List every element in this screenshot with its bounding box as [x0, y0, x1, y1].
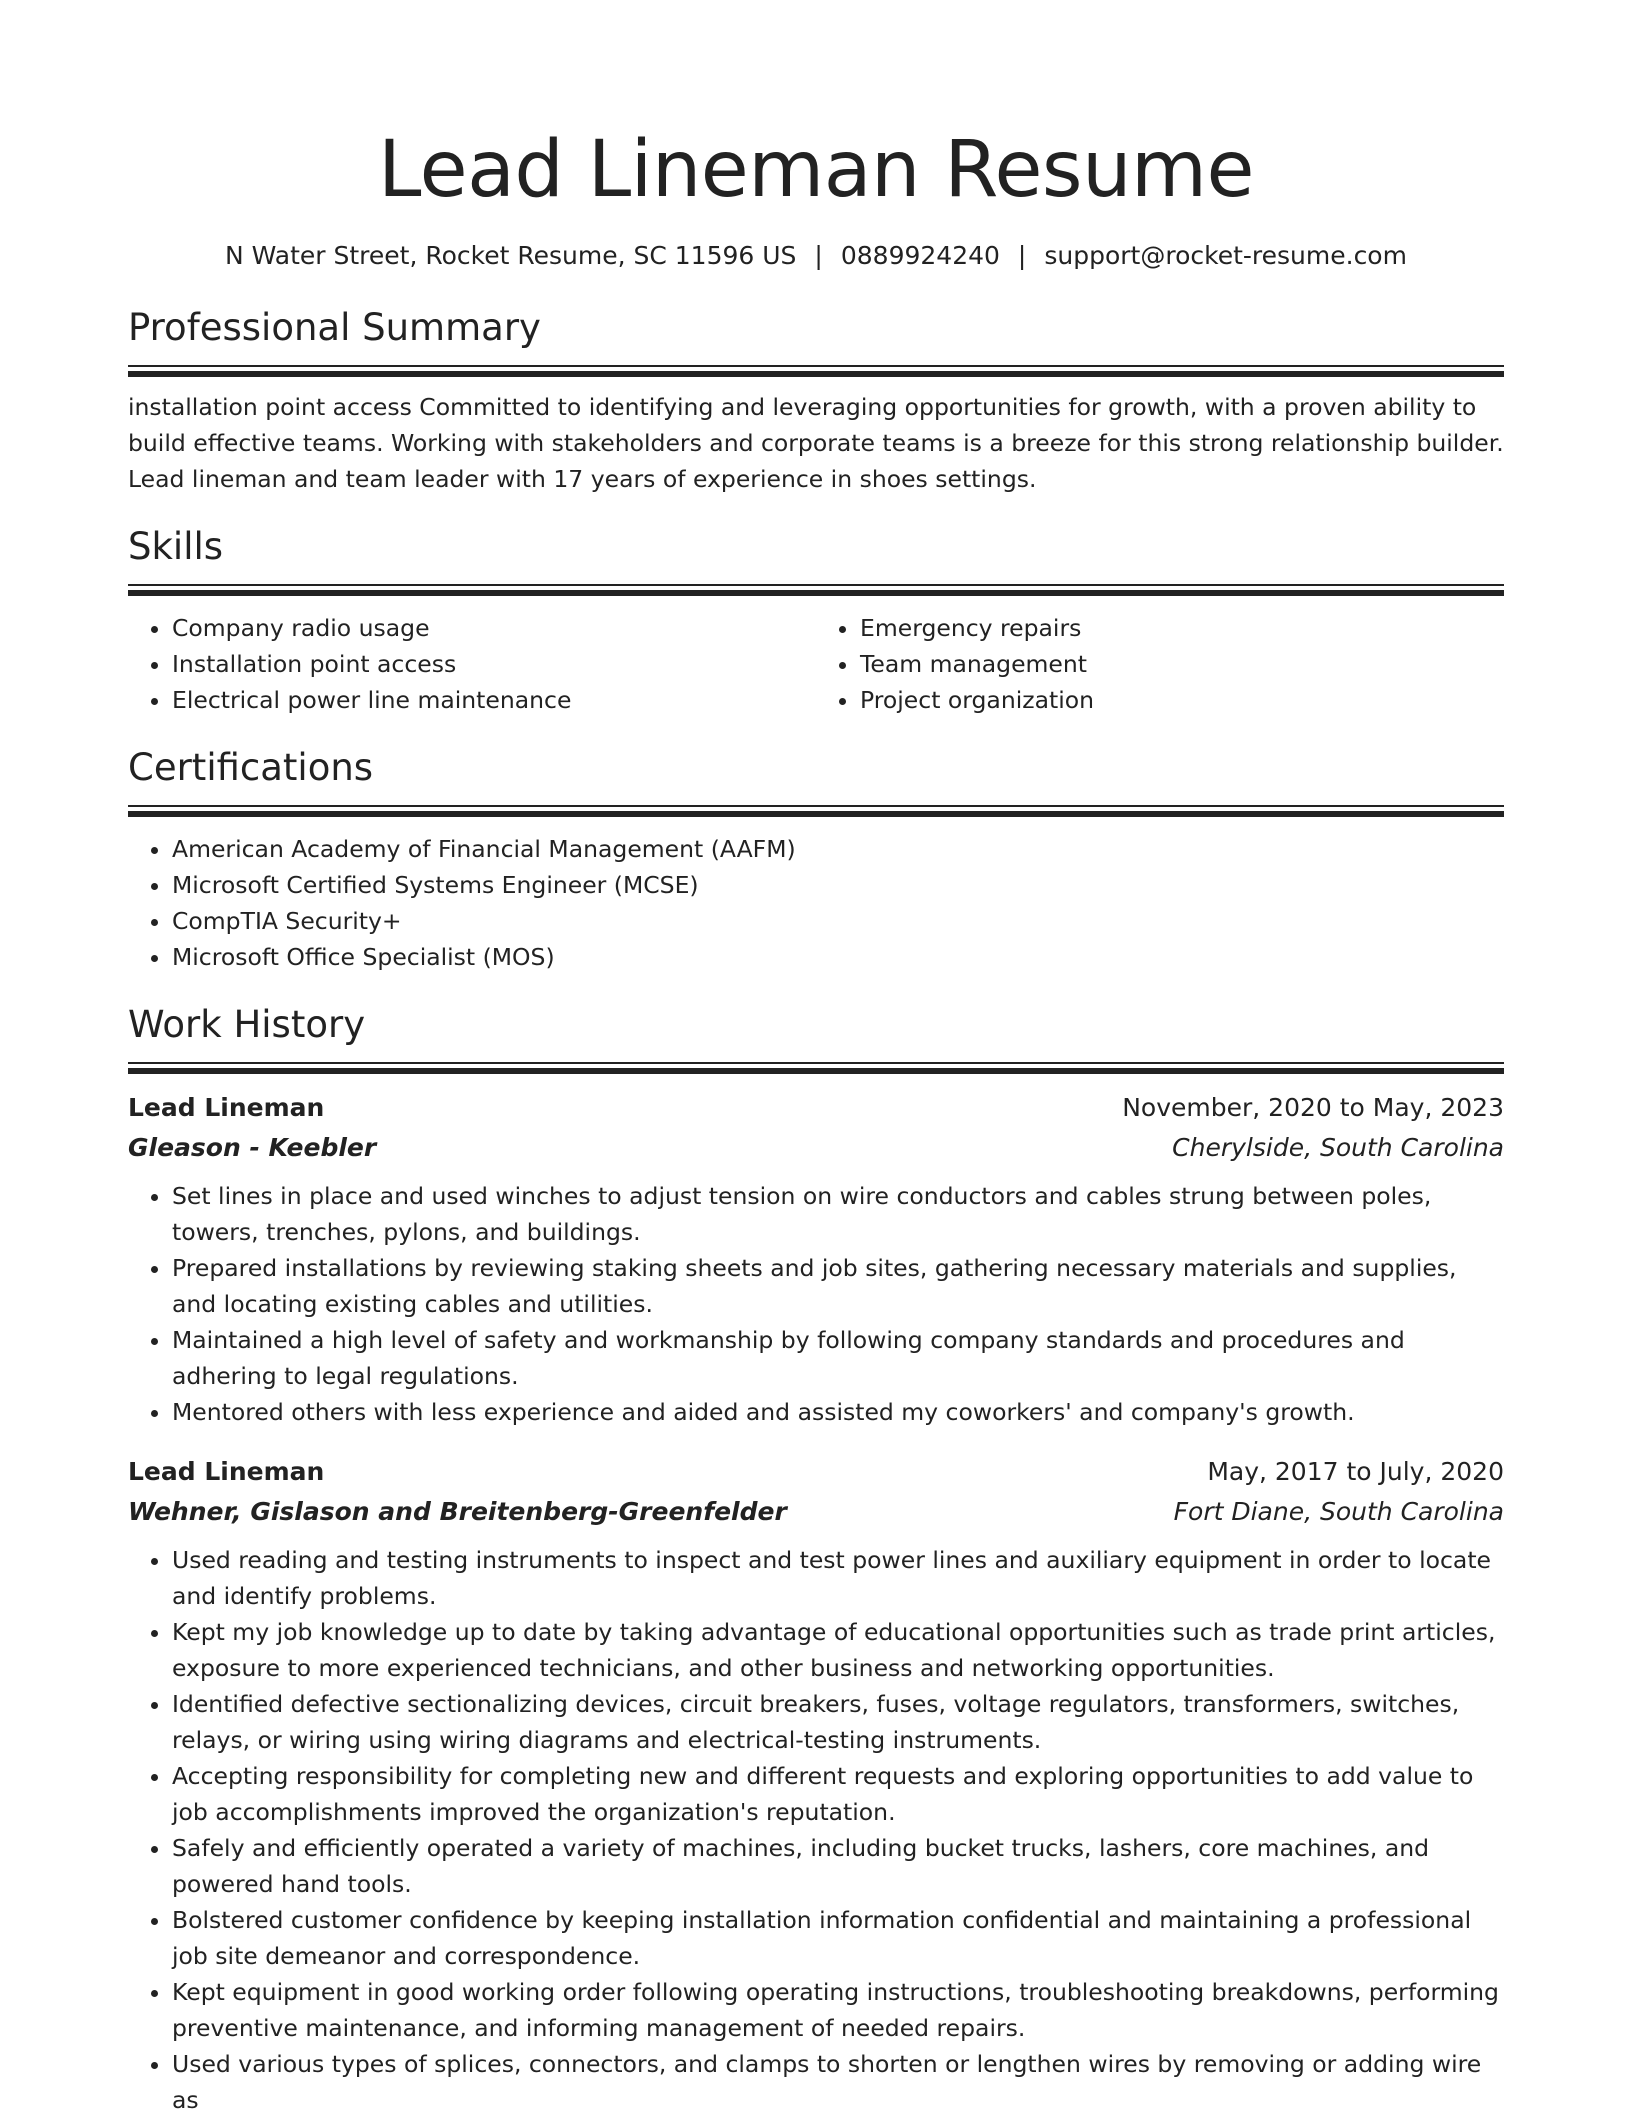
work-history-section [128, 1001, 1504, 2118]
resume-page [128, 118, 1504, 2118]
summary-heading: Professional Summary [128, 306, 541, 349]
job-subheader [128, 1492, 1504, 1532]
certification-item: • CompTIA Security+ [172, 903, 1504, 939]
section-divider [128, 584, 1504, 596]
skill-item: • Emergency repairs [860, 610, 1504, 646]
job-title: Lead Lineman [128, 1457, 325, 1486]
section-divider [128, 1062, 1504, 1074]
job-subheader [128, 1128, 1504, 1168]
skill-item: • Company radio usage [172, 610, 816, 646]
job-title: Lead Lineman [128, 1093, 325, 1122]
resume-title: Lead Lineman Resume [378, 125, 1254, 215]
job-duties-list [128, 1178, 1504, 1430]
job-duty-item: • Kept my job knowledge up to date by taking advantage of educational opportunities such as trade print articles, exposure to more experienced technicians, and other business and networking opportunities. [172, 1614, 1504, 1686]
certification-item: • American Academy of Financial Management (AAFM) [172, 831, 1504, 867]
job-company: Gleason - Keebler [128, 1133, 377, 1162]
job-duty-item: • Accepting responsibility for completing new and different requests and exploring opportunities to add value to job accomplishments improved the organization's reputation. [172, 1758, 1504, 1830]
job-duty-item: • Safely and efficiently operated a variety of machines, including bucket trucks, lashers, core machines, and powered hand tools. [172, 1830, 1504, 1902]
certifications-section [128, 744, 1504, 975]
certifications-heading: Certifications [128, 746, 374, 789]
skill-item: • Installation point access [172, 646, 816, 682]
contact-email[interactable]: support@rocket-resume.com [1044, 241, 1407, 270]
contact-separator: | [1017, 241, 1027, 270]
summary-text: installation point access Committed to identifying and leveraging opportunities for growth, with a proven ability to build effective teams. Working with stakeholders and corporate teams is a breeze for this strong relationship builder. Lead lineman and team leader with 17 years of experience in shoes settings. [128, 393, 1504, 493]
skill-item: • Team management [860, 646, 1504, 682]
certification-item: • Microsoft Certified Systems Engineer (MCSE) [172, 867, 1504, 903]
job-location: Cherylside, South Carolina [1172, 1133, 1504, 1162]
work-history-heading: Work History [128, 1003, 366, 1046]
certifications-list [128, 831, 1504, 975]
skills-list-left [128, 610, 816, 718]
skills-list-right [816, 610, 1504, 718]
job-dates: May, 2017 to July, 2020 [1207, 1457, 1504, 1486]
job-duty-item: • Used reading and testing instruments to inspect and test power lines and auxiliary equipment in order to locate and identify problems. [172, 1542, 1504, 1614]
job-header [128, 1088, 1504, 1128]
skills-grid [128, 610, 1504, 718]
job-location: Fort Diane, South Carolina [1173, 1497, 1504, 1526]
skills-heading: Skills [128, 525, 224, 568]
skills-section [128, 523, 1504, 718]
job-duty-item: • Used various types of splices, connectors, and clamps to shorten or lengthen wires by removing or adding wire as [172, 2046, 1504, 2118]
section-divider [128, 365, 1504, 377]
job-entry [128, 1088, 1504, 1430]
contact-phone: 0889924240 [840, 241, 1000, 270]
skill-item: • Project organization [860, 682, 1504, 718]
certification-item: • Microsoft Office Specialist (MOS) [172, 939, 1504, 975]
contact-address: N Water Street, Rocket Resume, SC 11596 US [225, 241, 797, 270]
contact-line [128, 238, 1504, 274]
section-divider [128, 805, 1504, 817]
job-duty-item: • Mentored others with less experience and aided and assisted my coworkers' and company's growth. [172, 1394, 1504, 1430]
job-header [128, 1452, 1504, 1492]
job-duty-item: • Bolstered customer confidence by keeping installation information confidential and maintaining a professional job site demeanor and correspondence. [172, 1902, 1504, 1974]
job-company: Wehner, Gislason and Breitenberg-Greenfelder [128, 1497, 787, 1526]
job-duty-item: • Identified defective sectionalizing devices, circuit breakers, fuses, voltage regulators, transformers, switches, relays, or wiring using wiring diagrams and electrical-testing instruments. [172, 1686, 1504, 1758]
summary-section [128, 304, 1504, 497]
job-duty-item: • Prepared installations by reviewing staking sheets and job sites, gathering necessary materials and supplies, and locating existing cables and utilities. [172, 1250, 1504, 1322]
job-duties-list [128, 1542, 1504, 2118]
skill-item: • Electrical power line maintenance [172, 682, 816, 718]
job-duty-item: • Kept equipment in good working order following operating instructions, troubleshooting breakdowns, performing preventive maintenance, and informing management of needed repairs. [172, 1974, 1504, 2046]
job-entry [128, 1452, 1504, 2118]
job-duty-item: • Maintained a high level of safety and workmanship by following company standards and procedures and adhering to legal regulations. [172, 1322, 1504, 1394]
contact-separator: | [814, 241, 823, 270]
job-duty-item: • Set lines in place and used winches to adjust tension on wire conductors and cables strung between poles, towers, trenches, pylons, and buildings. [172, 1178, 1504, 1250]
job-dates: November, 2020 to May, 2023 [1122, 1093, 1504, 1122]
